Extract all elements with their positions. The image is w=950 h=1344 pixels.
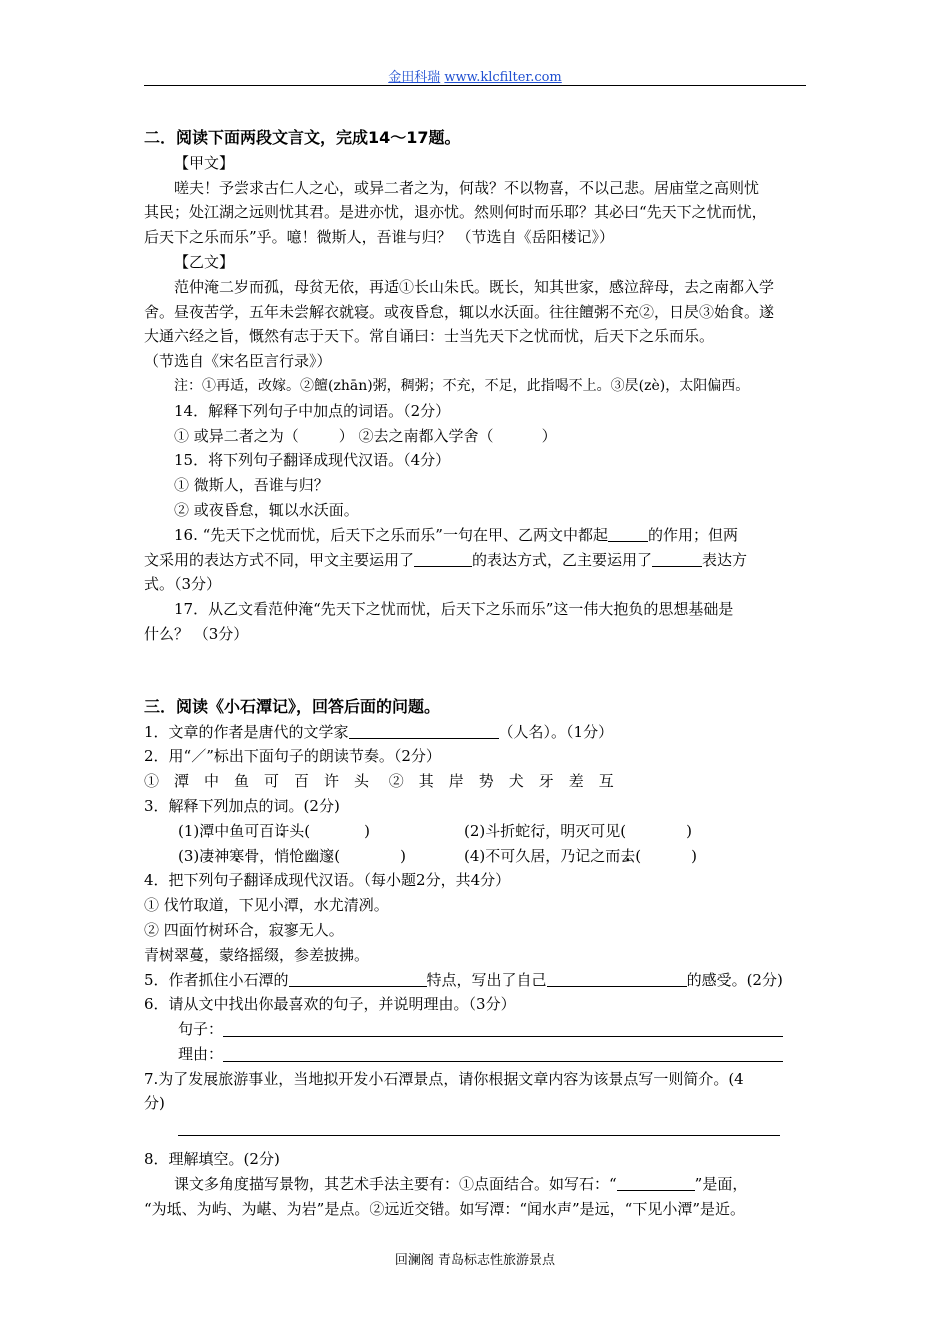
s3-question-3: 3．解释下列加点的词。(2分) — [144, 796, 340, 815]
jia-line-1: 嗟夫！予尝求古仁人之心，或异二者之为，何哉？不以物喜，不以己悲。居庙堂之高则忧 — [174, 178, 760, 197]
s3-question-6: 6．请从文中找出你最喜欢的句子，并说明理由。（3分） — [144, 995, 516, 1014]
s3-q1-blank[interactable] — [349, 723, 499, 739]
jia-line-2: 其民；处江湖之远则忧其君。是进亦忧，退亦忧。然则何时而乐耶？其必曰“先天下之忧而忧， — [144, 203, 767, 222]
q16-blank-2[interactable] — [414, 551, 472, 567]
s3-q8-text-1: 课文多角度描写景物，其艺术手法主要有：①点面结合。如写石：“ — [174, 1174, 617, 1193]
s3-q5-blank-1[interactable] — [289, 971, 427, 987]
s3-q3-2-pre: (2)斗折蛇 — [464, 821, 531, 840]
s3-question-2-items — [144, 769, 812, 794]
page-footer: 回澜阁 青岛标志性旅游景点 — [394, 1253, 556, 1268]
jia-label: 【甲文】 — [174, 153, 235, 172]
s3-q3-row-2 — [144, 844, 812, 869]
question-16-line-1 — [144, 523, 812, 548]
q16-blank-3[interactable] — [652, 551, 702, 567]
s3-q3-2-close: ) — [686, 821, 692, 840]
s3-q3-4-post: ( — [635, 846, 642, 865]
s3-q3-3-close: ) — [400, 846, 406, 865]
s3-q6-sentence-answer-line[interactable] — [223, 1021, 783, 1037]
yi-line-3: 大通六经之旨，慨然有志于天下。常自诵曰：士当先天下之忧而忧，后天下之乐而乐。 — [144, 327, 715, 346]
s3-q3-2-post: ，明灭可见( — [545, 821, 627, 840]
s3-q4-item-b: ② 四面竹树环合，寂寥无人。 — [144, 920, 344, 939]
s3-q3-1-dot: 许 — [274, 821, 290, 840]
question-15-item-a: ① 微斯人，吾谁与归？ — [174, 476, 329, 495]
s3-question-4: 4．把下列句子翻译成现代汉语。（每小题2分，共4分） — [144, 871, 511, 890]
s3-question-2: 2．用“／”标出下面句子的朗读节奏。（2分） — [144, 747, 441, 766]
s3-q3-item-4 — [464, 847, 697, 865]
s3-q3-row-1 — [144, 819, 812, 844]
question-14-items — [144, 424, 812, 449]
s3-q3-item-2 — [464, 822, 692, 840]
s3-q3-3-pre: (3)凄神 — [178, 846, 230, 865]
question-16-line-2 — [144, 548, 812, 573]
s3-q3-3-dot: 寒 — [229, 846, 245, 865]
s3-question-1 — [144, 720, 812, 745]
s3-q6-reason-row — [144, 1042, 812, 1067]
yi-line-1: 范仲淹二岁而孤，母贫无依，再适①长山朱氏。既长，知其世家，感泣辞母，去之南都入学 — [174, 277, 775, 296]
s3-q7-answer-line[interactable] — [178, 1120, 780, 1136]
s3-q3-item-1 — [178, 819, 464, 844]
q16-text-3: 文采用的表达方式不同，甲文主要运用了 — [144, 550, 415, 569]
question-14: 14．解释下列句子中加点的词语。（2分） — [174, 401, 451, 420]
section2-heading: 二．阅读下面两段文言文，完成14～17题。 — [144, 128, 461, 147]
s3-q8-line-2: “为坻、为屿、为嵁、为岩”是点。②远近交错。如写潭：“闻水声”是远，“下见小潭”是近。 — [144, 1199, 746, 1218]
s3-q8-text-2: ”是面， — [694, 1174, 748, 1193]
s3-q3-4-close: ) — [691, 846, 697, 865]
s3-q3-2-dot: 行 — [530, 821, 546, 840]
s3-question-7-line-2: 分) — [144, 1094, 165, 1113]
q16-text-5: 表达方 — [702, 550, 748, 569]
s3-q2-sentence-a: ①潭中鱼可百许头 — [144, 772, 385, 791]
s3-q3-1-close: ) — [364, 821, 370, 840]
question-17-line-2: 什么？ （3分） — [144, 624, 249, 643]
annotation-note: 注：①再适，改嫁。②饘(zhān)粥，稠粥；不充，不足，此指喝不上。③昃(zè)，太阳偏西。 — [174, 377, 750, 394]
s3-q7-answer-row — [144, 1116, 812, 1141]
section3-heading: 三．阅读《小石潭记》，回答后面的问题。 — [144, 696, 441, 716]
s3-q6-reason-answer-line[interactable] — [223, 1046, 783, 1062]
q16-text-4: 的表达方式，乙主要运用了 — [472, 550, 653, 569]
header-rule — [144, 85, 806, 86]
yi-source: （节选自《宋名臣言行录》） — [144, 352, 332, 371]
s3-q6-reason-label: 理由： — [178, 1044, 224, 1063]
question-15-item-b: ② 或夜昏怠，辄以水沃面。 — [174, 500, 359, 519]
document-body — [144, 126, 812, 1221]
section-gap — [144, 647, 812, 695]
page-header — [0, 66, 950, 85]
q14-item-2: ） ②去之南都入学舍（ — [338, 426, 494, 445]
s3-question-5 — [144, 968, 812, 993]
s3-q6-sentence-row — [144, 1017, 812, 1042]
s3-q2-sentence-b: ②其岸势犬牙差互 — [388, 772, 629, 791]
question-16-line-3: 式。（3分） — [144, 575, 222, 594]
s3-q3-3-post: 骨，悄怆幽邃( — [244, 846, 341, 865]
yi-line-2: 舍。昼夜苦学，五年未尝解衣就寝。或夜昏怠，辄以水沃面。往往饘粥不充②，日昃③始食。遂 — [144, 302, 775, 321]
s3-question-8: 8．理解填空。(2分) — [144, 1150, 280, 1169]
s3-q3-1-post: 头( — [289, 821, 311, 840]
q14-close: ） — [541, 426, 557, 445]
question-15: 15．将下列句子翻译成现代汉语。（4分） — [174, 451, 451, 470]
question-17-line-1: 17．从乙文看范仲淹“先天下之忧而忧，后天下之乐而乐”这一伟大抱负的思想基础是 — [174, 600, 734, 619]
s3-q5-text-1: 5．作者抓住小石潭的 — [144, 970, 289, 989]
s3-q1-suffix: （人名）。（1分） — [498, 722, 614, 741]
yi-label: 【乙文】 — [174, 252, 235, 271]
s3-q5-blank-2[interactable] — [547, 971, 687, 987]
s3-q5-text-2: 特点，写出了自己 — [426, 970, 547, 989]
s3-q8-line-1 — [144, 1172, 812, 1197]
s3-q3-4-pre: (4)不可久居，乃记之而 — [464, 846, 621, 865]
s3-question-7-line-1: 7.为了发展旅游事业，当地拟开发小石潭景点，请你根据文章内容为该景点写一则简介。(4 — [144, 1069, 744, 1088]
q16-text-1: 16. “先天下之忧而忧，后天下之乐而乐”一句在甲、乙两文中都起 — [174, 525, 608, 544]
q16-text-2: 的作用；但两 — [647, 525, 738, 544]
s3-q3-4-dot: 去 — [620, 846, 636, 865]
s3-q3-1-pre: (1)潭中鱼可百 — [178, 821, 275, 840]
site-url-link[interactable]: www.klcfilter.com — [444, 70, 562, 85]
q14-item-1: ① 或异二者之为（ — [174, 426, 299, 445]
jia-line-3: 后天下之乐而乐”乎。噫！微斯人，吾谁与归？ （节选自《岳阳楼记》） — [144, 228, 614, 247]
s3-q6-sentence-label: 句子： — [178, 1020, 224, 1039]
site-name-link[interactable]: 金田科瑞 — [388, 70, 441, 85]
s3-q1-text: 1．文章的作者是唐代的文学家 — [144, 722, 349, 741]
q16-blank-1[interactable] — [608, 526, 648, 542]
s3-q8-blank[interactable] — [617, 1175, 695, 1191]
s3-q5-text-3: 的感受。(2分) — [686, 970, 783, 989]
s3-q4-item-a: ① 伐竹取道，下见小潭，水尤清冽。 — [144, 896, 389, 915]
s3-q4-item-c: 青树翠蔓，蒙络摇缀，参差披拂。 — [144, 945, 370, 964]
s3-q3-item-3 — [178, 844, 464, 869]
